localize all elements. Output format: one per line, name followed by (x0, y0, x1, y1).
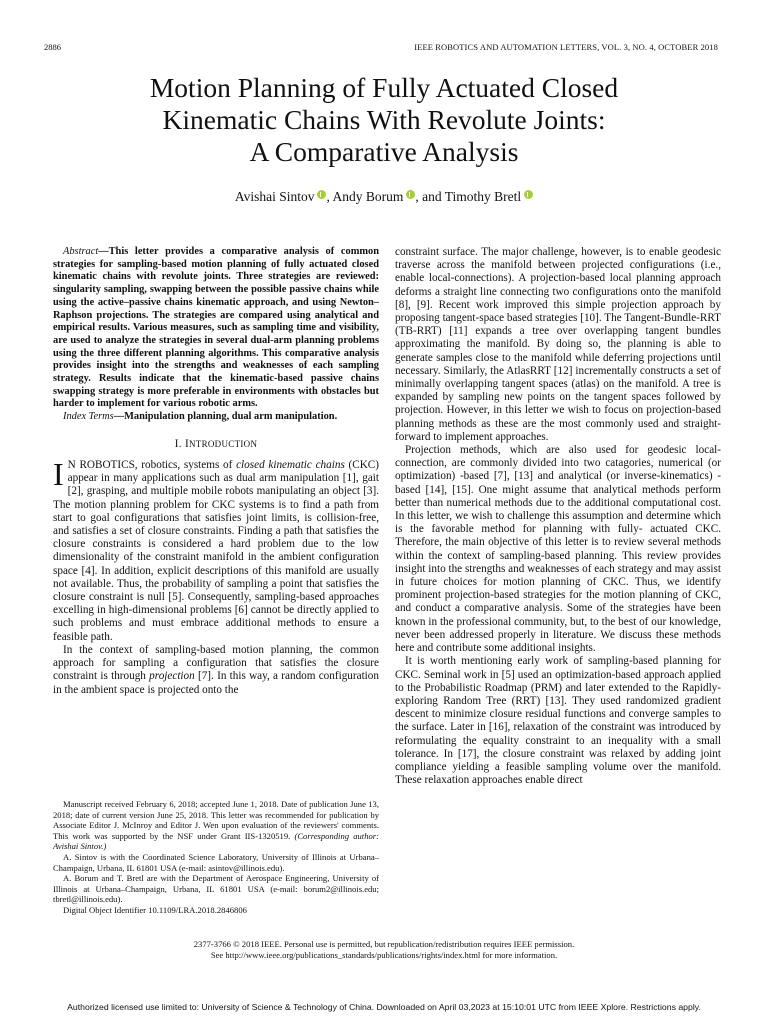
paragraph-text: [7]. In this way, a random configuration in the ambient space is projected onto the (53, 670, 379, 696)
index-terms (53, 411, 379, 424)
author-name[interactable]: Avishai Sintov (234, 189, 315, 204)
paragraph-text: In the context of sampling-based motion planning, the common approach for sampling a configuration that satisfies the closure constraint is through (53, 643, 379, 683)
author-separator: , (326, 189, 333, 204)
section-heading (53, 438, 379, 451)
journal-header: IEEE ROBOTICS AND AUTOMATION LETTERS, VOL. 3, NO. 4, OCTOBER 2018 (414, 42, 718, 52)
copyright-line-2[interactable]: See http://www.ieee.org/publications_standards/publications/rights/index.html for more information. (210, 950, 558, 960)
emphasis: projection (149, 670, 195, 683)
footnote-doi: Digital Object Identifier 10.1109/LRA.2018.2846806 (63, 904, 247, 915)
license-footer: Authorized licensed use limited to: University of Science & Technology of China. Downloaded on April 03,2023 at 15:10:01 UTC from IEEE Xplore. Restrictions apply. (67, 1002, 701, 1012)
title-line-1: Motion Planning of Fully Actuated Closed (149, 72, 619, 103)
footnote-text: Manuscript received February 6, 2018; accepted June 1, 2018. Date of publication June 13, 2018; date of current version June 25, 2018. This letter was recommended for publication by Associate Editor J. McInroy and Editor J. Wen upon evaluation of the reviewers' comments. This work was supported by the NSF under Grant IIS-1320519. (53, 799, 379, 841)
paragraph-text: N ROBOTICS, robotics, systems of (67, 459, 237, 472)
index-terms-lead: Index Terms (63, 411, 114, 423)
orcid-icon[interactable] (524, 190, 533, 199)
section-title: NTRODUCTION (188, 438, 258, 449)
emphasis: closed kinematic chains (236, 459, 345, 472)
paragraph-text: (CKC) appear in many applications such as dual arm manipulation [1], gait [2], grasping, and multiple mobile robots manipulating an object [3]. The motion planning problem for CKC systems is to find a path from start to goal configurations that satisfies joint limits, is collision-free, and satisfies a set of closure constraints. Finding a path that satisfies the closure constraints is considered a hard problem due to the low dimensionality of the constraint manifold in the ambient configuration space [4]. In addition, explicit descriptions of this manifold are usually not available. Thus, the probability of sampling a point that satisfies the closure constraint is null [5]. Consequently, sampling-based approaches excelling in high-dimensional problems [6] cannot be directly applied to such problems and must embrace additional methods to ensure a feasible path. (53, 459, 379, 643)
body-paragraph: Projection methods, which are also used for geodesic local-connection, are commonly divided into two catagories, numerical (or optimization) -based [7], [13] and analytical (or inverse-kinematics) -based [14], [15]. One might assume that analytical methods perform better than numerical methods due to the additional computational cost. In this letter, we wish to challenge this assumption and determine which is the favorable method for planning with fully- actuated CKC. Therefore, the main objective of this letter is to review several methods within the context of sampling-based planning. This review provides insight into the strengths and weaknesses of each strategy and may assist in future choices for motion planning of CKC. Thus, we identify prominent projection-based strategies for the motion planning of CKC, and conduct a comparative analysis. Some of the strategies have been known in the professional community, but, to the best of our knowledge, never been addressed properly in literature. We discuss these methods here and contribute some additional insights. (395, 444, 721, 655)
paper-title (40, 72, 728, 168)
title-line-2: Kinematic Chains With Revolute Joints: (162, 104, 606, 135)
footnote-affiliation-1: A. Sintov is with the Coordinated Science Laboratory, University of Illinois at Urbana–Champaign, Urbana, IL 61801 USA (e-mail: asintov@illinois.edu). (53, 851, 379, 873)
intro-paragraph-1 (53, 456, 379, 644)
footnote-manuscript (53, 799, 379, 852)
copyright-notice (40, 939, 728, 961)
copyright-line-1: 2377-3766 © 2018 IEEE. Personal use is permitted, but republication/redistribution requires IEEE permission. (193, 939, 575, 949)
author-separator: , and (415, 189, 445, 204)
page-number: 2886 (44, 42, 61, 52)
author-name[interactable]: Andy Borum (332, 189, 404, 204)
body-paragraph: It is worth mentioning early work of sampling-based planning for CKC. Seminal work in [5] used an optimization-based approach applied to the Probabilistic Roadmap (PRM) and later extended to the Rapidly-exploring Random Tree (RRT) [13]. They used randomized gradient descent to minimize closure residual functions and converge samples to the surface. Later in [16], relaxation of the constraint was introduced by reformulating the equality constraint to an inequality with a small tolerance. In [17], the closure constraint was relaxed by adding joint compliance yielding a feasible sampling volume over the manifold. These relaxation approaches enable direct (395, 655, 721, 787)
abstract-text: —This letter provides a comparative analysis of common strategies for sampling-based motion planning of fully actuated closed kinematic chains with revolute joints. Three strategies are reviewed: singularity sampling, swapping between the possible passive chains while using the active–passive chains kinematic approach, and using Newton–Raphson projections. The strategies are compared using analytical and empirical results. Various measures, such as sampling time and visibility, are used to analyze the strategies in several dual-arm planning problems using the three different planning algorithms. This comparative analysis provides insight into the strengths and weaknesses of each sampling strategy. Results indicate that the kinematic-based passive chains swapping strategy is more preferable in environments with obstacles but harder to implement for various robotic arms. (53, 246, 379, 410)
body-paragraph: constraint surface. The major challenge, however, is to enable geodesic traverse across the manifold between projected configurations (i.e., enable local-connections). A projection-based local planning approach deforms a straight line connecting two configurations onto the manifold [8], [9]. Recent work improved this simple projection approach by proposing tangent-space based strategies [10]. The Tangent-Bundle-RRT (TB-RRT) [11] expands a tree over overlapping tangent bundles approximating the manifold. By doing so, the planning is able to generate samples close to the manifold while deferring projections until necessary. Similarly, the AtlasRRT [12] incrementally constructs a set of minimally overlapping tangent spaces (atlas) on the manifold. A tree is expanded by sampling new points on the tangent spaces followed by projection. However, in this letter we wish to focus on projection-based planning methods as these are the most commonly used and straight-forward to implement approaches. (395, 246, 721, 443)
intro-paragraph-2 (53, 644, 379, 697)
title-line-3: A Comparative Analysis (249, 136, 519, 167)
footnote-emphasis: (Corresponding author: Avishai Sintov.) (53, 830, 379, 852)
author-list (40, 189, 728, 205)
footnote-affiliation-2: A. Borum and T. Bretl are with the Department of Aerospace Engineering, University of Illinois at Urbana–Champaign, Urbana, IL 61801 USA (e-mail: borum2@illinois.edu; tbretl@illinois.edu). (53, 873, 379, 905)
right-column (395, 246, 721, 787)
left-column (53, 246, 379, 697)
footnotes (53, 799, 379, 916)
drop-cap: I (53, 456, 64, 493)
index-terms-text: —Manipulation planning, dual arm manipulation. (113, 411, 338, 423)
author-name[interactable]: Timothy Bretl (444, 189, 522, 204)
abstract (53, 246, 379, 411)
abstract-lead: Abstract (63, 246, 99, 257)
section-numeral: I. I (174, 437, 189, 450)
